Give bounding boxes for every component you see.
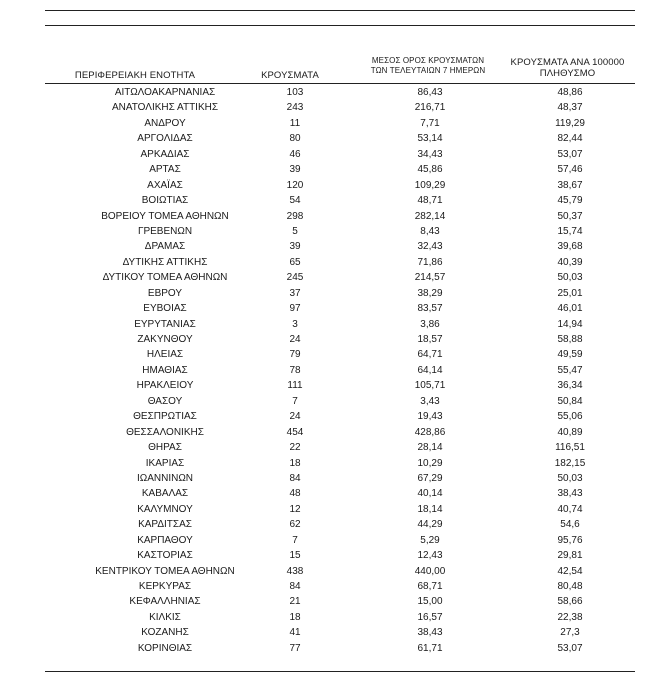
cell-per100k: 57,46 (557, 164, 583, 176)
cell-per100k: 46,01 (557, 303, 583, 315)
cell-region: ΘΗΡΑΣ (148, 442, 182, 454)
top-rule-inner (45, 25, 635, 26)
cell-region: ΑΝΔΡΟΥ (144, 117, 186, 129)
table-row (45, 579, 635, 594)
cell-cases: 80 (289, 133, 301, 145)
cell-avg7: 61,71 (417, 642, 443, 654)
cell-region: ΔΡΑΜΑΣ (144, 241, 186, 253)
cell-avg7: 18,57 (417, 334, 443, 345)
cell-region: ΑΡΤΑΣ (149, 164, 181, 176)
cell-avg7: 71,86 (417, 256, 443, 268)
cell-region: ΓΡΕΒΕΝΩΝ (137, 225, 193, 237)
cell-per100k: 42,54 (557, 565, 583, 577)
cell-region: ΚΑΛΥΜΝΟΥ (137, 503, 193, 515)
cell-region: ΕΒΡΟΥ (147, 287, 183, 299)
cell-region: ΚΙΛΚΙΣ (149, 611, 181, 623)
cell-per100k: 38,67 (557, 179, 583, 191)
cell-cases: 454 (286, 426, 304, 438)
cell-avg7: 105,71 (414, 380, 446, 392)
cell-per100k: 58,66 (557, 596, 583, 608)
cell-region: ΙΩΑΝΝΙΝΩΝ (136, 472, 194, 484)
cell-per100k: 48,86 (557, 87, 583, 98)
cell-per100k: 45,79 (557, 195, 583, 207)
cell-avg7: 68,71 (417, 581, 443, 592)
cell-avg7: 16,57 (417, 611, 443, 623)
cell-cases: 5 (292, 225, 298, 237)
cell-cases: 97 (289, 303, 301, 315)
cell-avg7: 45,86 (417, 164, 443, 176)
table-row (45, 471, 635, 486)
table-row (45, 456, 635, 471)
cell-cases: 84 (289, 472, 301, 484)
cell-per100k: 80,48 (557, 581, 583, 592)
cell-per100k: 53,07 (557, 642, 583, 654)
cell-avg7: 67,29 (417, 472, 443, 484)
table-row (45, 564, 635, 579)
cell-per100k: 50,84 (557, 395, 583, 407)
cell-region: ΒΟΙΩΤΙΑΣ (141, 195, 189, 207)
cell-avg7: 5,29 (420, 534, 440, 546)
table-row (45, 286, 635, 301)
table-row (45, 255, 635, 270)
cell-per100k: 95,76 (557, 534, 583, 546)
cell-per100k: 119,29 (555, 117, 585, 129)
cell-per100k: 38,43 (557, 488, 583, 500)
cell-per100k: 82,44 (557, 133, 583, 145)
cell-avg7: 40,14 (417, 488, 443, 500)
cell-avg7: 109,29 (414, 179, 446, 191)
table-row (45, 641, 635, 656)
cell-per100k: 50,03 (557, 272, 583, 284)
cell-cases: 54 (289, 195, 301, 207)
table-row (45, 317, 635, 332)
cell-region: ΚΑΒΑΛΑΣ (141, 488, 189, 500)
cell-cases: 12 (289, 503, 301, 515)
cell-cases: 21 (289, 596, 301, 608)
cell-per100k: 39,68 (557, 241, 583, 253)
cell-cases: 22 (289, 442, 301, 454)
cell-region: ΖΑΚΥΝΘΟΥ (137, 334, 193, 345)
cell-per100k: 50,37 (557, 210, 583, 222)
header-per100k (500, 57, 635, 79)
table-row (45, 270, 635, 285)
cell-avg7: 48,71 (417, 195, 443, 207)
cell-avg7: 64,71 (417, 349, 443, 361)
table-row (45, 502, 635, 517)
cell-cases: 18 (289, 611, 301, 623)
cell-cases: 24 (289, 334, 301, 345)
cell-cases: 62 (289, 519, 301, 531)
table-row (45, 394, 635, 409)
table-row (45, 332, 635, 347)
cell-avg7: 34,43 (417, 148, 443, 160)
cell-avg7: 10,29 (417, 457, 443, 469)
cell-per100k: 27,3 (560, 627, 580, 639)
bottom-rule (45, 671, 635, 672)
cell-per100k: 22,38 (557, 611, 583, 623)
cell-region: ΗΜΑΘΙΑΣ (142, 364, 188, 376)
cell-per100k: 40,89 (557, 426, 583, 438)
cell-region: ΙΚΑΡΙΑΣ (145, 457, 185, 469)
header-avg7 (358, 56, 498, 76)
cell-region: ΚΑΣΤΟΡΙΑΣ (137, 550, 193, 562)
cell-region: ΘΑΣΟΥ (147, 395, 183, 407)
table-row (45, 610, 635, 625)
cell-avg7: 38,29 (417, 287, 443, 299)
cell-cases: 78 (289, 364, 301, 376)
cell-avg7: 15,00 (417, 596, 443, 608)
cell-avg7: 38,43 (417, 627, 443, 639)
cell-cases: 65 (289, 256, 301, 268)
cell-avg7: 32,43 (417, 241, 443, 253)
table-row (45, 363, 635, 378)
cell-region: ΔΥΤΙΚΟΥ ΤΟΜΕΑ ΑΘΗΝΩΝ (102, 272, 228, 284)
table-row (45, 548, 635, 563)
cell-cases: 11 (289, 117, 301, 129)
cell-region: ΘΕΣΣΑΛΟΝΙΚΗΣ (126, 426, 204, 438)
cell-region: ΗΡΑΚΛΕΙΟΥ (136, 380, 194, 392)
header-divider (45, 83, 635, 84)
table-row (45, 301, 635, 316)
cell-region: ΚΑΡΔΙΤΣΑΣ (138, 519, 192, 531)
cell-cases: 18 (289, 457, 301, 469)
cell-avg7: 28,14 (417, 442, 443, 454)
cell-cases: 41 (289, 627, 301, 639)
cell-cases: 77 (289, 642, 301, 654)
table-row (45, 178, 635, 193)
cell-avg7: 44,29 (417, 519, 443, 531)
cell-per100k: 182,15 (554, 457, 586, 469)
cell-per100k: 48,37 (557, 102, 583, 114)
table-row (45, 486, 635, 501)
table-row (45, 378, 635, 393)
cell-region: ΚΕΦΑΛΛΗΝΙΑΣ (129, 596, 201, 608)
table-row (45, 625, 635, 640)
cell-avg7: 428,86 (414, 426, 446, 438)
cell-per100k: 58,88 (557, 334, 583, 345)
header-avg7-line1: ΜΕΣΟΣ ΟΡΟΣ ΚΡΟΥΣΜΑΤΩΝ (371, 56, 485, 65)
cell-region: ΘΕΣΠΡΩΤΙΑΣ (133, 411, 197, 423)
cell-cases: 79 (289, 349, 301, 361)
top-rule (45, 10, 635, 11)
cell-per100k: 15,74 (557, 225, 583, 237)
cell-per100k: 53,07 (557, 148, 583, 160)
cell-cases: 245 (286, 272, 304, 284)
cell-avg7: 86,43 (417, 87, 443, 98)
cell-cases: 24 (289, 411, 301, 423)
cell-cases: 7 (292, 534, 298, 546)
cell-region: ΒΟΡΕΙΟΥ ΤΟΜΕΑ ΑΘΗΝΩΝ (101, 210, 229, 222)
table-row (45, 239, 635, 254)
cell-region: ΑΡΚΑΔΙΑΣ (140, 148, 190, 160)
table-body (45, 85, 635, 656)
cell-region: ΑΧΑΪΑΣ (147, 179, 183, 191)
table-row (45, 517, 635, 532)
cell-cases: 39 (289, 241, 301, 253)
header-per100k-line2: ΠΛΗΘΥΣΜΟ (539, 68, 596, 79)
cell-cases: 7 (292, 395, 298, 407)
table-row (45, 409, 635, 424)
cell-avg7: 19,43 (417, 411, 443, 423)
table-row (45, 193, 635, 208)
cell-per100k: 14,94 (557, 318, 583, 330)
cell-per100k: 50,03 (557, 472, 583, 484)
table-row (45, 594, 635, 609)
cell-cases: 46 (289, 148, 301, 160)
header-cases: ΚΡΟΥΣΜΑΤΑ (261, 70, 319, 81)
cell-per100k: 55,06 (557, 411, 583, 423)
cell-avg7: 83,57 (417, 303, 443, 315)
cell-cases: 37 (289, 287, 301, 299)
cell-region: ΗΛΕΙΑΣ (146, 349, 184, 361)
cell-region: ΕΥΡΥΤΑΝΙΑΣ (134, 318, 196, 330)
cell-cases: 48 (289, 488, 301, 500)
cell-cases: 103 (286, 87, 304, 98)
cell-per100k: 25,01 (557, 287, 583, 299)
cell-per100k: 36,34 (557, 380, 583, 392)
table-row (45, 116, 635, 131)
header-region: ΠΕΡΙΦΕΡΕΙΑΚΗ ΕΝΟΤΗΤΑ (74, 70, 196, 81)
cell-avg7: 216,71 (414, 102, 446, 114)
cell-avg7: 12,43 (417, 550, 443, 562)
cell-region: ΚΟΖΑΝΗΣ (141, 627, 189, 639)
cell-region: ΚΑΡΠΑΘΟΥ (137, 534, 193, 546)
cell-per100k: 116,51 (555, 442, 585, 454)
table-row (45, 533, 635, 548)
header-per100k-line1: ΚΡΟΥΣΜΑΤΑ ΑΝΑ 100000 (510, 57, 625, 68)
cell-avg7: 440,00 (414, 565, 446, 577)
header-avg7-line2: ΤΩΝ ΤΕΛΕΥΤΑΙΩΝ 7 ΗΜΕΡΩΝ (370, 66, 486, 75)
cell-avg7: 3,43 (420, 395, 440, 407)
cell-per100k: 29,81 (557, 550, 583, 562)
cell-per100k: 55,47 (557, 364, 583, 376)
cell-avg7: 18,14 (417, 503, 443, 515)
cell-cases: 84 (289, 581, 301, 592)
cell-region: ΕΥΒΟΙΑΣ (143, 303, 187, 315)
table-row (45, 347, 635, 362)
cell-per100k: 54,6 (560, 519, 580, 531)
table-row (45, 440, 635, 455)
cell-region: ΚΟΡΙΝΘΙΑΣ (137, 642, 193, 654)
table-row (45, 209, 635, 224)
cell-avg7: 53,14 (417, 133, 443, 145)
cell-cases: 298 (286, 210, 304, 222)
table-row (45, 85, 635, 100)
cell-cases: 111 (287, 380, 303, 392)
cell-avg7: 8,43 (420, 225, 440, 237)
cell-cases: 438 (286, 565, 304, 577)
cell-region: ΚΕΝΤΡΙΚΟΥ ΤΟΜΕΑ ΑΘΗΝΩΝ (95, 565, 235, 577)
cell-avg7: 3,86 (420, 318, 440, 330)
cell-avg7: 282,14 (414, 210, 446, 222)
cell-region: ΑΡΓΟΛΙΔΑΣ (137, 133, 193, 145)
cell-cases: 3 (292, 318, 298, 330)
cell-region: ΑΝΑΤΟΛΙΚΗΣ ΑΤΤΙΚΗΣ (111, 102, 219, 114)
table-row (45, 147, 635, 162)
cell-avg7: 64,14 (417, 364, 443, 376)
cell-cases: 15 (289, 550, 301, 562)
cell-region: ΑΙΤΩΛΟΑΚΑΡΝΑΝΙΑΣ (114, 87, 216, 98)
table-row (45, 131, 635, 146)
table-row (45, 162, 635, 177)
cell-cases: 243 (286, 102, 304, 114)
cell-region: ΔΥΤΙΚΗΣ ΑΤΤΙΚΗΣ (122, 256, 208, 268)
cell-cases: 120 (286, 179, 304, 191)
cell-per100k: 40,39 (557, 256, 583, 268)
table-row (45, 425, 635, 440)
table-row (45, 224, 635, 239)
cell-avg7: 7,71 (420, 117, 440, 129)
cell-per100k: 40,74 (557, 503, 583, 515)
table-row (45, 100, 635, 115)
cell-region: ΚΕΡΚΥΡΑΣ (138, 581, 192, 592)
cell-avg7: 214,57 (414, 272, 446, 284)
cell-per100k: 49,59 (557, 349, 583, 361)
cell-cases: 39 (289, 164, 301, 176)
